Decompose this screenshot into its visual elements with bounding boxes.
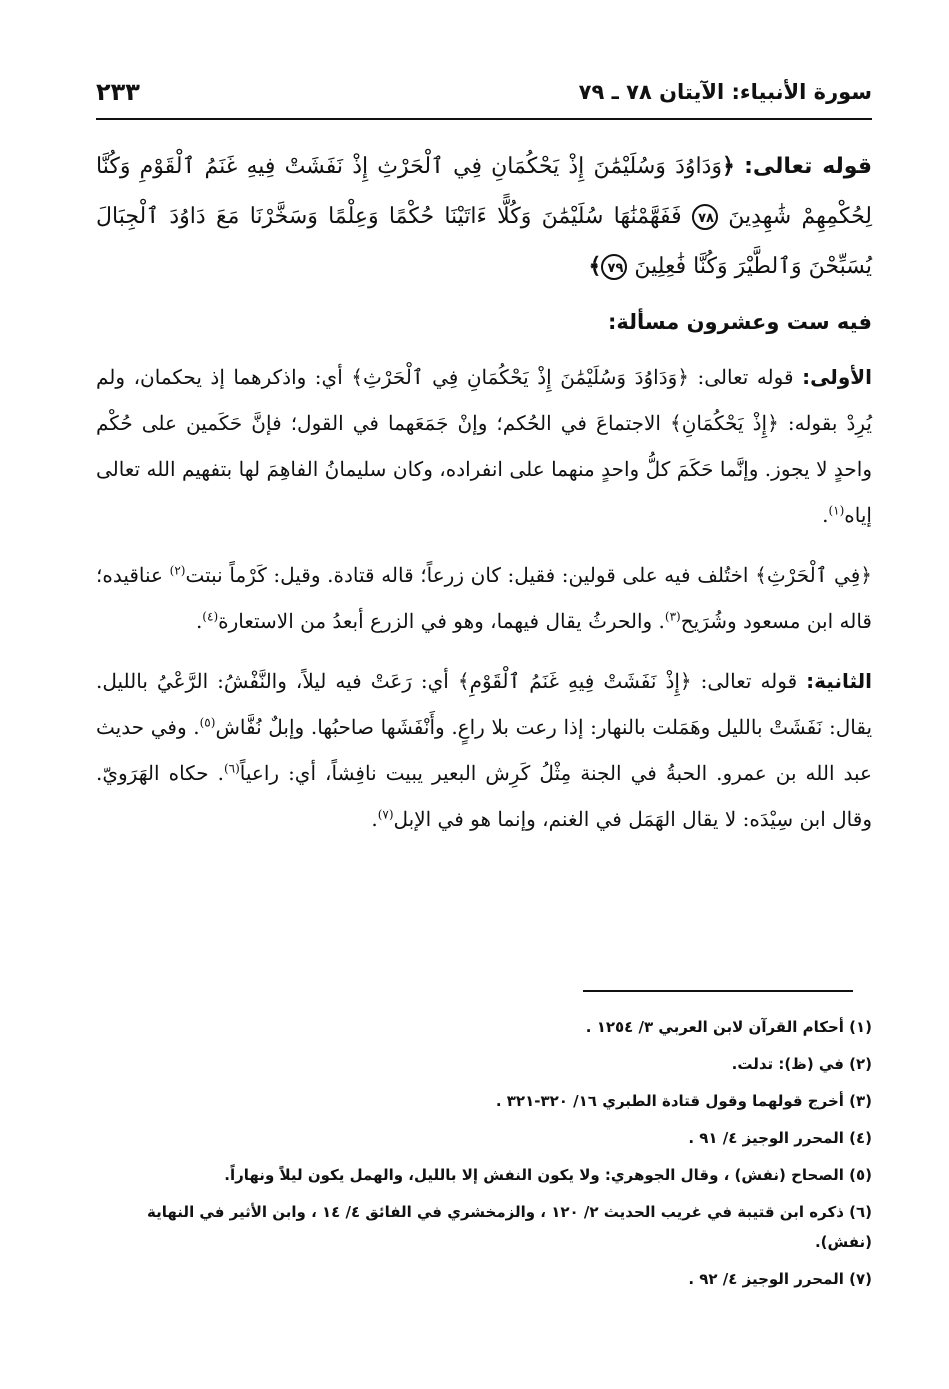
footnote-7: (٧) المحرر الوجيز ٤/ ٩٢ . (688, 1270, 872, 1288)
footnote-ref-7[interactable]: (٧) (377, 807, 394, 822)
paragraph-text: عناقيده؛ قاله ابن مسعود وشُرَيح (96, 563, 872, 633)
paragraph-harth (96, 552, 872, 644)
paragraph-second-issue (96, 658, 872, 842)
footnote-3: (٣) أخرج قولهما وقول قتادة الطبري ١٦/ ٣٢٠-٣٢١ . (495, 1092, 872, 1110)
verse-open-bracket: ﴿ (722, 154, 735, 179)
footnote-ref-3[interactable]: (٣) (664, 609, 681, 624)
paragraph-first-issue (96, 354, 872, 538)
verse-close-bracket: ﴾ (588, 254, 602, 279)
footnote-ref-5[interactable]: (٥) (199, 715, 216, 730)
footnote-5: (٥) الصحاح (نفش) ، وقال الجوهري: ولا يكون النفش إلا بالليل، والهمل يكون ليلاً ونهاراً. (224, 1166, 872, 1184)
paragraph-end: . (195, 609, 203, 633)
footnote-ref-2[interactable]: (٢) (169, 563, 186, 578)
section-heading: فيه ست وعشرون مسألة: (608, 310, 872, 334)
paragraph-text: قوله تعالى: ﴿وَدَاوُدَ وَسُلَيْمَٰنَ إِذْ يَحْكُمَانِ فِي ٱلْحَرْثِ﴾ أي: واذكرهما إذ يحكمان، ولم يُرِدْ بقوله: ﴿إِذْ يَحْكُمَانِ﴾ الاجتماعَ في الحُكم؛ وإنْ جَمَعَهما في القول؛ فإنَّ حَكَمين على حُكْم واحدٍ لا يجوز. وإنَّما حَكَمَ كلُّ واحدٍ منهما على انفراده، وكان سليمانُ الفاهِمَ لها بتفهيم الله تعالى إياه (96, 365, 872, 527)
footnote-6: (٦) ذكره ابن قتيبة في غريب الحديث ٢/ ١٢٠ ، والزمخشري في الفائق ٤/ ١٤ ، وابن الأثير في النهاية (نفش). (147, 1203, 872, 1251)
ayah-number-78-icon: ٧٨ (692, 204, 718, 230)
ayah-number-79-icon: ٧٩ (601, 254, 627, 280)
paragraph-text: . والحرثُ يقال فيهما، وهو في الزرع أبعدُ من الاستعارة (218, 609, 665, 633)
verse-intro-label: قوله تعالى: (744, 154, 873, 179)
issue-label-first: الأولى: (802, 365, 872, 389)
paragraph-text: . حكاه الهَرَويّ. وقال ابن سِيْدَه: لا يقال الهَمَل في الغنم، وإنما هو في الإبل (96, 761, 872, 831)
footnote-ref-6[interactable]: (٦) (223, 761, 240, 776)
footnote-4: (٤) المحرر الوجيز ٤/ ٩١ . (688, 1129, 872, 1147)
page-number: ٢٣٣ (96, 78, 140, 106)
issue-label-second: الثانية: (806, 669, 872, 693)
footnote-2: (٢) في (ظ): تدلت. (731, 1055, 872, 1073)
footnote-ref-4[interactable]: (٤) (202, 609, 219, 624)
footnotes (96, 1012, 872, 1301)
header-title: سورة الأنبياء: الآيتان ٧٨ ـ ٧٩ (578, 80, 872, 104)
paragraph-end: . (371, 807, 378, 831)
paragraph-text: قوله تعالى: ﴿إِذْ نَفَشَتْ فِيهِ غَنَمُ ٱلْقَوْمِ﴾ أي: رَعَتْ فيه ليلاً، والنَّفْشُ: الرَّعْيُ بالليل. يقال: نَفَشَتْ بالليل وهَمَلت بالنهار: إذا رعت بلا راعٍ. وأَنْفَشَها صاحبُها. وإبلٌ نُفَّاش (96, 669, 873, 739)
main-text (96, 142, 872, 856)
footnote-ref-1[interactable]: (١) (828, 503, 845, 518)
footnote-divider (583, 990, 853, 992)
paragraph-text: ﴿فِي ٱلْحَرْثِ﴾ اختُلف فيه على قولين: فقيل: كان زرعاً؛ قاله قتادة. وقيل: كَرْماً نبتت (185, 563, 872, 587)
footnote-1: (١) أحكام القرآن لابن العربي ٣/ ١٢٥٤ . (585, 1018, 872, 1036)
paragraph-text: . وفي حديث عبد الله بن عمرو. الحبةُ في الجنة مِثْلُ كَرِش البعير يبيت نافِشاً، أي: راعياً (96, 715, 872, 785)
paragraph-end: . (822, 503, 829, 527)
verse-text-78: وَدَاوُدَ وَسُلَيْمَٰنَ إِذْ يَحْكُمَانِ فِي ٱلْحَرْثِ إِذْ نَفَشَتْ فِيهِ غَنَمُ ٱلْقَوْمِ وَكُنَّا لِحُكْمِهِمْ شَٰهِدِينَ (96, 154, 873, 229)
running-header (96, 66, 872, 120)
verse-text-79: فَفَهَّمْنَٰهَا سُلَيْمَٰنَ وَكُلًّا ءَاتَيْنَا حُكْمًا وَعِلْمًا وَسَخَّرْنَا مَعَ دَاوُدَ ٱلْجِبَالَ يُسَبِّحْنَ وَٱلطَّيْرَ وَكُنَّا فَٰعِلِينَ (96, 204, 872, 279)
quran-verse-block (96, 142, 872, 292)
